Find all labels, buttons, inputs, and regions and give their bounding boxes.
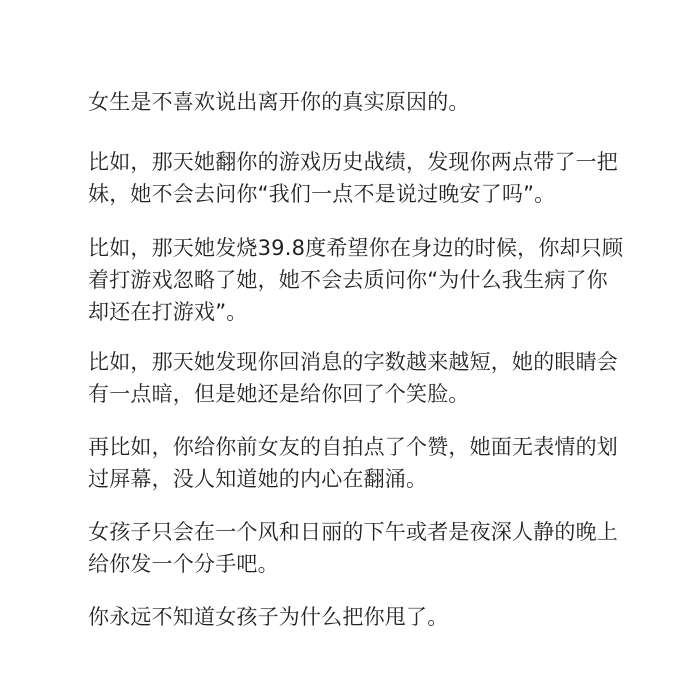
paragraph-6 (88, 516, 636, 580)
paragraph-2 (88, 146, 636, 210)
paragraph-5 (88, 431, 636, 495)
paragraph-line: 比如，那天她翻你的游戏历史战绩，发现你两点带了一把 (88, 150, 618, 174)
paragraph-line: 有一点暗，但是她还是给你回了个笑脸。 (88, 382, 470, 406)
paragraph-3 (88, 232, 636, 328)
paragraph-line: 却还在打游戏”。 (88, 300, 248, 324)
paragraph-line: 给你发一个分手吧。 (88, 552, 279, 576)
paragraph-4 (88, 346, 636, 410)
paragraph-line: 女孩子只会在一个风和日丽的下午或者是夜深人静的晚上 (88, 520, 618, 544)
paragraph-line: 你永远不知道女孩子为什么把你甩了。 (88, 605, 449, 629)
paragraph-line: 比如，那天她发烧39.8度希望你在身边的时候，你却只顾 (88, 236, 624, 260)
paragraph-line: 再比如，你给你前女友的自拍点了个赞，她面无表情的划 (88, 435, 618, 459)
paragraph-7 (88, 601, 636, 633)
paragraph-line: 比如，那天她发现你回消息的字数越来越短，她的眼睛会 (88, 350, 618, 374)
paragraph-line: 着打游戏忽略了她，她不会去质问你“为什么我生病了你 (88, 268, 608, 292)
paragraph-line: 妹，她不会去问你“我们一点不是说过晚安了吗”。 (88, 182, 556, 206)
paragraph-1 (88, 86, 636, 118)
paragraph-line: 女生是不喜欢说出离开你的真实原因的。 (88, 90, 470, 114)
paragraph-line: 过屏幕，没人知道她的内心在翻涌。 (88, 467, 428, 491)
